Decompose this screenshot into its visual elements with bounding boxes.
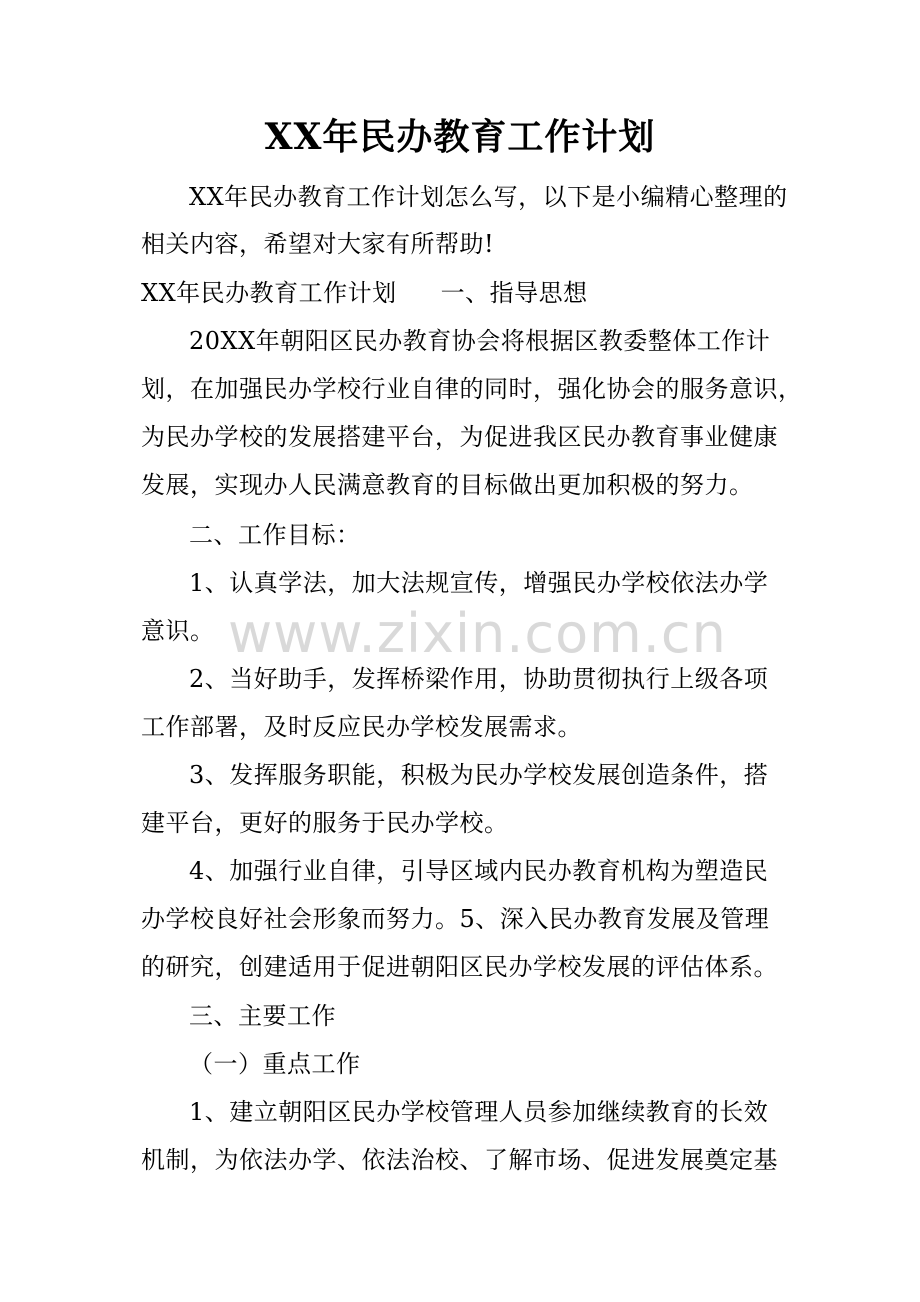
paragraph-line: 发展，实现办人民满意教育的目标做出更加积极的努力。 <box>141 471 754 499</box>
section-two-heading: 二、工作目标： <box>189 521 361 549</box>
section-three-heading: 三、主要工作 <box>189 1002 336 1030</box>
paragraph-line: 机制，为依法办学、依法治校、了解市场、促进发展奠定基 <box>141 1146 778 1174</box>
watermark-text: www.zixin.com.cn <box>228 602 727 665</box>
subsection-heading: （一）重点工作 <box>189 1050 361 1078</box>
paragraph-line: 20XX年朝阳区民办教育协会将根据区教委整体工作计 <box>189 327 771 355</box>
paragraph-line: 的研究，创建适用于促进朝阳区民办学校发展的评估体系。 <box>141 953 778 981</box>
paragraph-line: 为民办学校的发展搭建平台，为促进我区民办教育事业健康 <box>141 423 778 451</box>
paragraph-line: 3、发挥服务职能，积极为民办学校发展创造条件，搭 <box>189 761 769 789</box>
paragraph-line: 划，在加强民办学校行业自律的同时，强化协会的服务意识， <box>141 375 803 403</box>
intro-line-2: 相关内容，希望对大家有所帮助! <box>141 230 495 258</box>
paragraph-line: 办学校良好社会形象而努力。5、深入民办教育发展及管理 <box>141 905 770 933</box>
paragraph-line: 建平台，更好的服务于民办学校。 <box>141 809 509 837</box>
section-heading-line <box>141 277 588 309</box>
paragraph-line: 1、认真学法，加大法规宣传，增强民办学校依法办学 <box>189 569 769 597</box>
section-plan-title: XX年民办教育工作计划 <box>141 279 397 307</box>
intro-line-1: XX年民办教育工作计划怎么写，以下是小编精心整理的 <box>189 183 788 211</box>
document-title: XX年民办教育工作计划 <box>264 116 656 158</box>
paragraph-line: 工作部署，及时反应民办学校发展需求。 <box>141 713 582 741</box>
paragraph-line: 意识。 <box>141 617 215 645</box>
paragraph-line: 4、加强行业自律，引导区域内民办教育机构为塑造民 <box>189 857 769 885</box>
paragraph-line: 2、当好助手，发挥桥梁作用，协助贯彻执行上级各项 <box>189 665 769 693</box>
paragraph-line: 1、建立朝阳区民办学校管理人员参加继续教育的长效 <box>189 1098 769 1126</box>
section-one-heading: 一、指导思想 <box>440 279 588 307</box>
